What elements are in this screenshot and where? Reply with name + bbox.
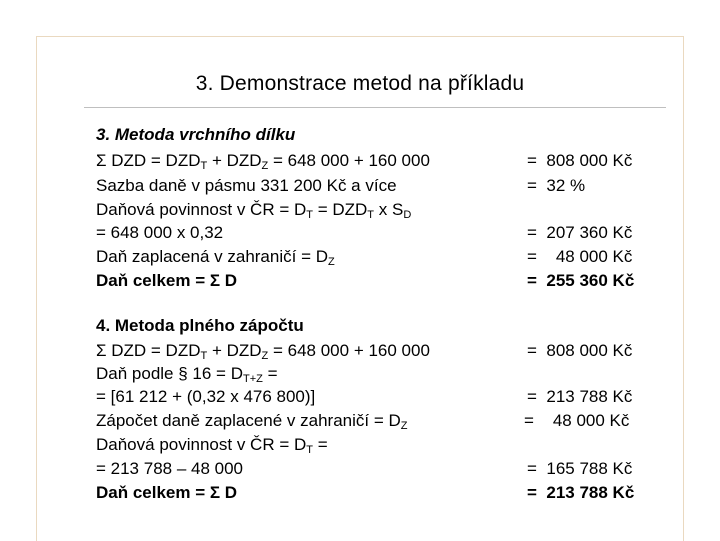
section3-line2: Sazba daně v pásmu 331 200 Kč a více: [96, 176, 397, 195]
section3-total-result: = 255 360 Kč: [527, 271, 635, 290]
section4-line1: Σ DZD = $DZD_T + DZD_Z = 648$ 000 + 160 000: [96, 341, 430, 362]
title-divider: [84, 107, 666, 108]
section3-heading: 3. Metoda vrchního dílku: [96, 125, 296, 144]
section4-result1: = 808 000 Kč: [527, 341, 633, 360]
section4-heading: 4. Metoda plného zápočtu: [96, 316, 304, 335]
section4-line2: Daň podle § $16 = D_{T+Z}$ =: [96, 364, 278, 385]
section3-result1: = 808 000 Kč: [527, 151, 633, 170]
section3-line5: Daň zaplacená v zahraničí = $D_Z$: [96, 247, 335, 268]
section3-total: Daň celkem = Σ D: [96, 271, 238, 290]
section4-total: Daň celkem = Σ D: [96, 483, 238, 502]
section4-result3: = 213 788 Kč: [527, 387, 633, 406]
section3-line4: = 648 000 x 0,32: [96, 223, 224, 242]
section4-result6: = 165 788 Kč: [527, 459, 633, 478]
section3-line3: Daňová povinnost v ČR = $D_T = DZD_T$ x $S_D$: [96, 200, 412, 221]
section3-result4: = 207 360 Kč: [527, 223, 633, 242]
section4-line4: Zápočet daně zaplacené v zahraničí = $D_Z$: [96, 411, 408, 432]
section3-result2: = 32 %: [527, 176, 586, 195]
section3-line1: Σ DZD = $DZD_T + DZD_Z = 648$ 000 + 160 000: [96, 151, 430, 172]
section4-line6: = 213 788 – 48 000: [96, 459, 243, 478]
section4-line5: Daňová povinnost v ČR = $D_T$ =: [96, 435, 328, 456]
page-title: 3. Demonstrace metod na příkladu: [195, 72, 525, 95]
section3-result5: = 48 000 Kč: [527, 247, 633, 266]
section4-result4: = 48 000 Kč: [524, 411, 630, 430]
section4-line3: = [61 212 + (0,32 x 476 800)]: [96, 387, 316, 406]
section4-total-result: = 213 788 Kč: [527, 483, 635, 502]
